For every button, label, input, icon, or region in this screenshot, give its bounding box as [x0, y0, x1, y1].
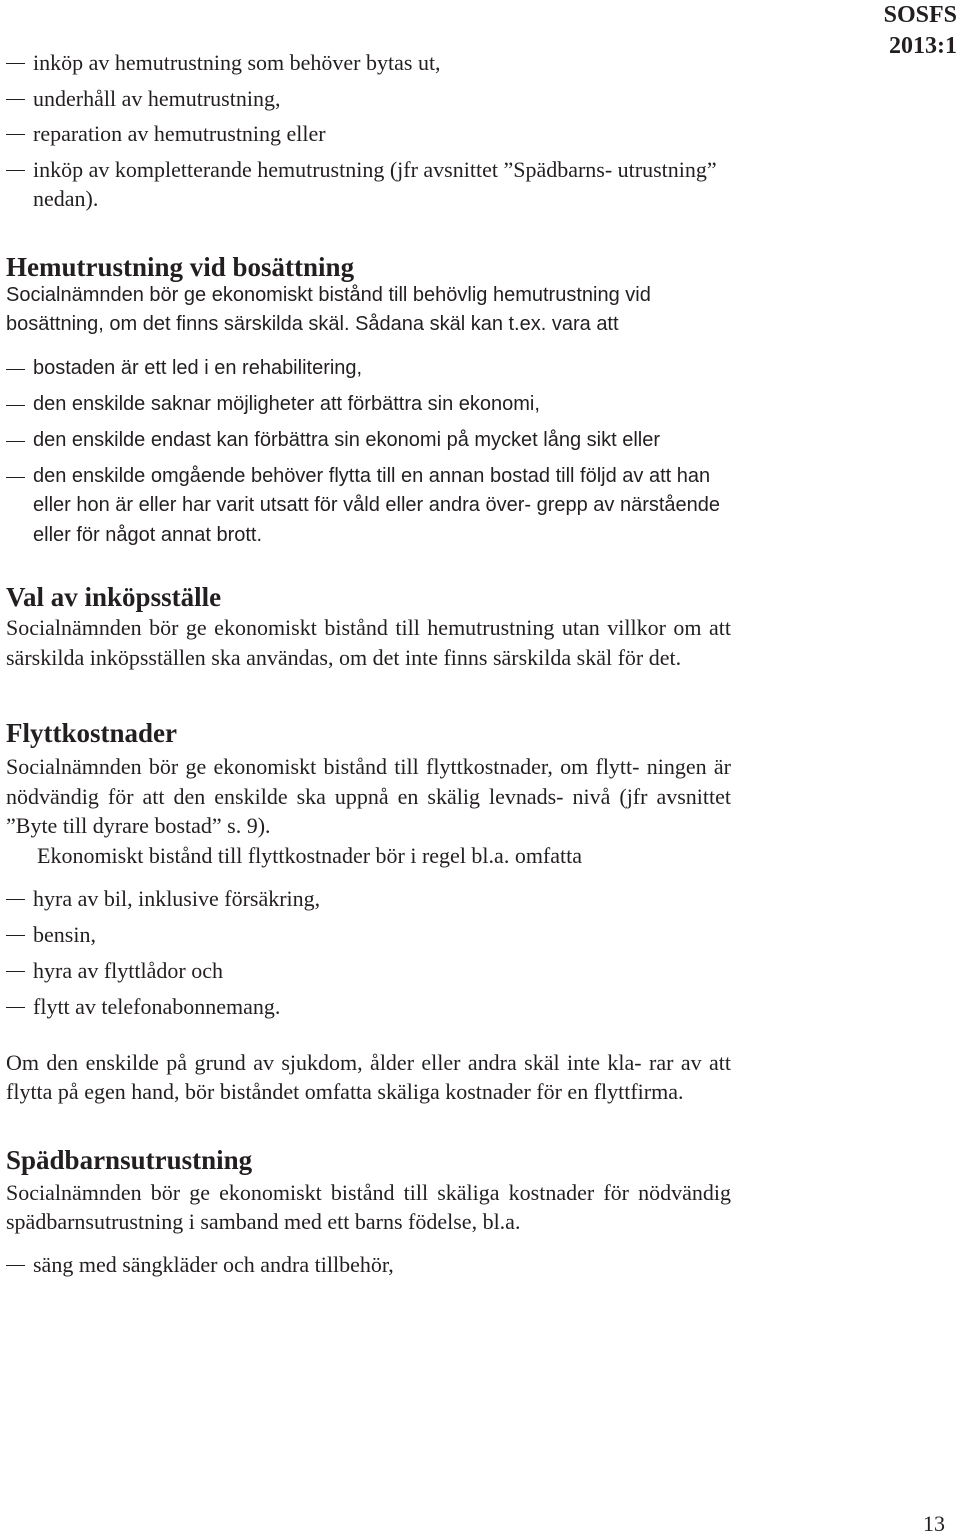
list-item: bensin, — [6, 920, 731, 950]
bosattning-list — [6, 354, 731, 551]
list-item: den enskilde omgående behöver flytta till en annan bostad till följd av att han eller hon är eller har varit utsatt för våld eller andra över- grepp av närstående eller för något annat brott. — [6, 462, 731, 551]
section-heading: Val av inköpsställe — [6, 582, 222, 612]
list-item: den enskilde endast kan förbättra sin ekonomi på mycket lång sikt eller — [6, 426, 731, 456]
list-item: den enskilde saknar möjligheter att förbättra sin ekonomi, — [6, 390, 731, 420]
page-number: 13 — [923, 1511, 945, 1536]
top-list — [6, 48, 731, 214]
list-item: underhåll av hemutrustning, — [6, 84, 731, 114]
page-content — [6, 48, 731, 1279]
list-item: bostaden är ett led i en rehabilitering, — [6, 354, 731, 384]
section-paragraph: Socialnämnden bör ge ekonomiskt bistånd till hemutrustning utan villkor om att särskilda inköpsställen ska användas, om det inte finns särskilda skäl för det. — [6, 615, 731, 670]
list-item: inköp av kompletterande hemutrustning (jfr avsnittet ”Spädbarns- utrustning” nedan). — [6, 155, 731, 214]
list-item: flytt av telefonabonnemang. — [6, 992, 731, 1022]
list-item: reparation av hemutrustning eller — [6, 119, 731, 149]
section-paragraph: Socialnämnden bör ge ekonomiskt bistånd till flyttkostnader, om flytt- ningen är nödvändig för att den enskilde ska uppnå en skälig levnads- nivå (jfr avsnittet ”Byte till dyrare bostad” s. 9). — [6, 754, 731, 838]
section-paragraph: Ekonomiskt bistånd till flyttkostnader bör i regel bl.a. omfatta — [37, 842, 583, 868]
list-item: hyra av bil, inklusive försäkring, — [6, 884, 731, 914]
section-heading: Flyttkostnader — [6, 718, 177, 748]
document-code-series: SOSFS — [883, 2, 957, 28]
section-heading: Hemutrustning vid bosättning — [6, 251, 355, 282]
list-item: hyra av flyttlådor och — [6, 956, 731, 986]
document-code — [884, 0, 957, 62]
section-paragraph: Socialnämnden bör ge ekonomiskt bistånd till skäliga kostnader för nödvändig spädbarnsutrustning i samband med ett barns födelse, bl.a. — [6, 1179, 731, 1234]
section-paragraph: Socialnämnden bör ge ekonomiskt bistånd till behövlig hemutrustning vid bosättning, om det finns särskilda skäl. Sådana skäl kan t.ex. vara att — [6, 283, 651, 335]
list-item: säng med sängkläder och andra tillbehör, — [6, 1250, 731, 1280]
document-code-number: 2013:1 — [889, 33, 957, 59]
spadbarn-list — [6, 1250, 731, 1280]
section-paragraph: Om den enskilde på grund av sjukdom, ålder eller andra skäl inte kla- rar av att flytta på egen hand, bör biståndet omfatta skäliga kostnader för en flyttfirma. — [6, 1049, 731, 1104]
flytt-list — [6, 884, 731, 1022]
list-item: inköp av hemutrustning som behöver bytas ut, — [6, 48, 731, 78]
section-heading: Spädbarnsutrustning — [6, 1144, 253, 1175]
